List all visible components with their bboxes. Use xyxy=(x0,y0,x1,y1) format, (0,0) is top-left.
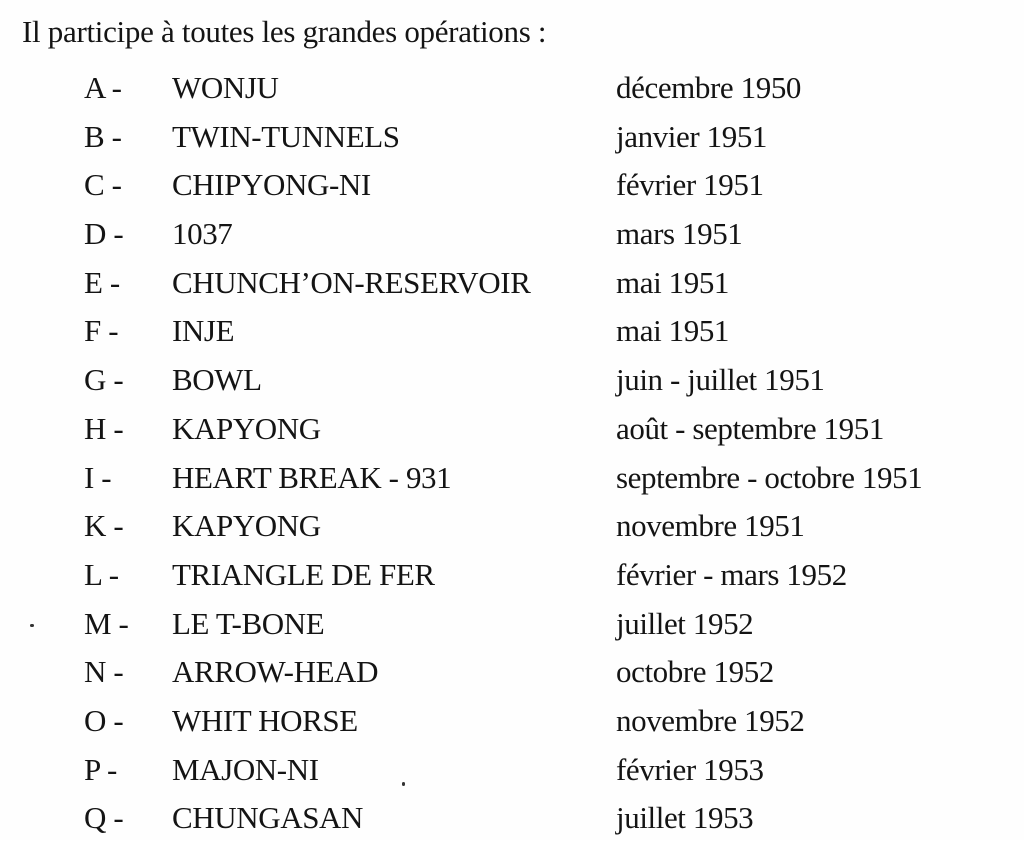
operation-date: janvier 1951 xyxy=(616,118,768,154)
operation-letter: M - xyxy=(84,605,129,641)
operation-letter: K - xyxy=(84,508,124,544)
operation-row xyxy=(0,553,1024,602)
operation-name: KAPYONG xyxy=(172,508,321,544)
operation-row xyxy=(0,212,1024,261)
operations-list xyxy=(0,66,1024,845)
operation-row xyxy=(0,699,1024,748)
operation-row xyxy=(0,504,1024,553)
operation-name: CHIPYONG-NI xyxy=(172,167,371,203)
operation-row xyxy=(0,650,1024,699)
operation-letter: H - xyxy=(84,410,124,446)
operation-name: HEART BREAK - 931 xyxy=(172,459,452,495)
operation-row xyxy=(0,796,1024,845)
operation-letter: C - xyxy=(84,167,122,203)
operation-letter: F - xyxy=(84,313,119,349)
operation-name: BOWL xyxy=(172,362,262,398)
operation-name: INJE xyxy=(172,313,235,349)
operation-name: WONJU xyxy=(172,70,279,105)
operation-date: février 1951 xyxy=(616,167,764,203)
operation-date: juin - juillet 1951 xyxy=(616,362,825,398)
operation-name: ARROW-HEAD xyxy=(172,654,379,690)
operation-row xyxy=(0,407,1024,456)
operation-date: octobre 1952 xyxy=(616,654,774,690)
operation-row xyxy=(0,456,1024,505)
operation-name: TRIANGLE DE FER xyxy=(172,556,435,592)
intro-text: Il participe à toutes les grandes opérations : xyxy=(22,14,547,49)
operation-date: décembre 1950 xyxy=(616,70,802,105)
operation-name: 1037 xyxy=(172,216,233,252)
operation-letter: B - xyxy=(84,118,122,154)
operation-letter: Q - xyxy=(84,800,124,836)
operation-date: juillet 1953 xyxy=(616,800,754,836)
operation-row xyxy=(0,309,1024,358)
operation-letter: E - xyxy=(84,264,120,300)
operation-letter: P - xyxy=(84,751,117,787)
operation-letter: N - xyxy=(84,654,124,690)
operation-date: juillet 1952 xyxy=(616,605,754,641)
operation-date: février 1953 xyxy=(616,751,764,787)
operation-name: KAPYONG xyxy=(172,410,321,446)
operation-row xyxy=(0,358,1024,407)
operation-name: LE T-BONE xyxy=(172,605,325,641)
scan-speck xyxy=(402,782,405,786)
operation-date: mai 1951 xyxy=(616,264,730,300)
operation-letter: D - xyxy=(84,216,124,252)
scan-speck xyxy=(30,624,34,627)
operation-date: août - septembre 1951 xyxy=(616,410,884,446)
operation-date: mai 1951 xyxy=(616,313,730,349)
operation-name: WHIT HORSE xyxy=(172,702,358,738)
operation-row xyxy=(0,66,1024,115)
operation-date: février - mars 1952 xyxy=(616,556,847,592)
operation-row xyxy=(0,602,1024,651)
operation-date: novembre 1952 xyxy=(616,702,805,738)
operation-letter: I - xyxy=(84,459,112,495)
operation-name: TWIN-TUNNELS xyxy=(172,118,400,154)
operation-date: mars 1951 xyxy=(616,216,743,252)
operation-letter: L - xyxy=(84,556,119,592)
operation-letter: G - xyxy=(84,362,124,398)
operation-letter: A - xyxy=(84,70,122,105)
operation-row xyxy=(0,115,1024,164)
operation-name: CHUNGASAN xyxy=(172,800,364,836)
operation-letter: O - xyxy=(84,702,124,738)
operation-name: CHUNCH’ON-RESERVOIR xyxy=(172,264,531,300)
operation-row xyxy=(0,163,1024,212)
operation-date: novembre 1951 xyxy=(616,508,805,544)
operation-date: septembre - octobre 1951 xyxy=(616,459,923,495)
operation-row xyxy=(0,261,1024,310)
operation-row xyxy=(0,748,1024,797)
operation-name: MAJON-NI xyxy=(172,751,319,787)
